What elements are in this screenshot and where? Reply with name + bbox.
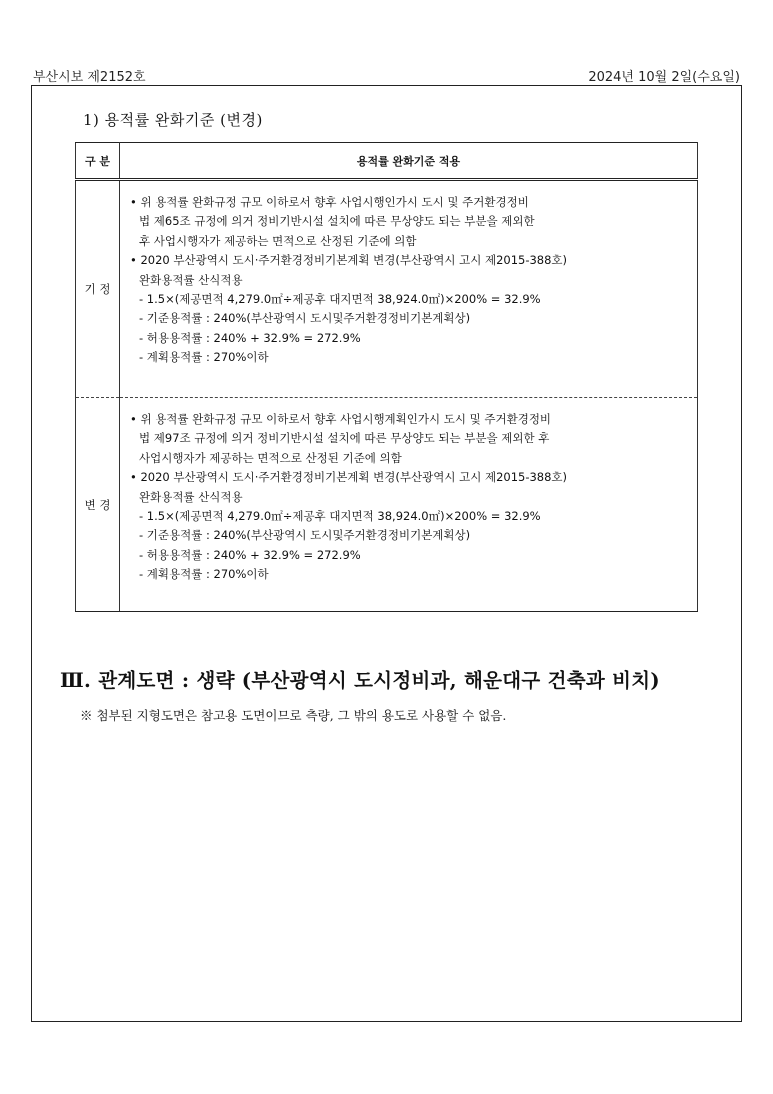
content-line: - 계획용적률 : 270%이하 (139, 350, 269, 365)
row-content-existing (120, 180, 698, 398)
content-line: - 허용용적률 : 240% + 32.9% = 272.9% (139, 330, 361, 345)
content-line: 법 제97조 규정에 의거 정비기반시설 설치에 따른 무상양도 되는 부분을 제외한 후 (139, 431, 550, 446)
content-line: - 기준용적률 : 240%(부산광역시 도시및주거환경정비기본계획상) (139, 311, 471, 326)
content-line: - 계획용적률 : 270%이하 (139, 567, 269, 582)
content-line: - 1.5×(제공면적 4,279.0㎡÷제공후 대지면적 38,924.0㎡)×200% = 32.9% (139, 292, 541, 307)
row-content-changed (120, 398, 698, 612)
drawing-disclaimer-note: ※ 첨부된 지형도면은 참고용 도면이므로 측량, 그 밖의 용도로 사용할 수 없음. (80, 708, 507, 723)
table-row-existing (76, 180, 698, 398)
gazette-issue: 부산시보 제2152호 (33, 70, 146, 85)
content-line: - 허용용적률 : 240% + 32.9% = 272.9% (139, 547, 361, 562)
row-label-existing: 기 정 (76, 180, 120, 398)
content-line: - 기준용적률 : 240%(부산광역시 도시및주거환경정비기본계획상) (139, 528, 471, 543)
content-line: 완화용적률 산식적용 (139, 489, 243, 504)
row-label-changed: 변 경 (76, 398, 120, 612)
table-header-row (76, 143, 698, 180)
section-title: Ⅲ. 관계도면 : 생략 (부산광역시 도시정비과, 해운대구 건축과 비치) (60, 669, 660, 692)
content-line: • 2020 부산광역시 도시·주거환경정비기본계획 변경(부산광역시 고시 제2015-388호) (130, 470, 568, 485)
content-line: - 1.5×(제공면적 4,279.0㎡÷제공후 대지면적 38,924.0㎡)×200% = 32.9% (139, 509, 541, 524)
content-line: • 위 용적률 완화규정 규모 이하로서 향후 사업시행인가시 도시 및 주거환경정비 (130, 195, 529, 209)
column-header-category: 구 분 (76, 143, 120, 180)
column-header-standard: 용적률 완화기준 적용 (120, 143, 698, 180)
content-line: 후 사업시행자가 제공하는 면적으로 산정된 기준에 의함 (139, 233, 417, 248)
page-header (33, 66, 740, 86)
subsection-title: 1) 용적률 완화기준 (변경) (83, 111, 263, 129)
far-relaxation-table (75, 142, 698, 612)
content-line: 사업시행자가 제공하는 면적으로 산정된 기준에 의함 (139, 450, 402, 465)
content-line: • 위 용적률 완화규정 규모 이하로서 향후 사업시행계획인가시 도시 및 주거환경정비 (130, 412, 552, 426)
content-line: • 2020 부산광역시 도시·주거환경정비기본계획 변경(부산광역시 고시 제2015-388호) (130, 253, 568, 268)
table-row-changed (76, 398, 698, 612)
content-line: 법 제65조 규정에 의거 정비기반시설 설치에 따른 무상양도 되는 부분을 제외한 (139, 214, 535, 229)
content-line: 완화용적률 산식적용 (139, 272, 243, 287)
publication-date: 2024년 10월 2일(수요일) (588, 70, 740, 85)
